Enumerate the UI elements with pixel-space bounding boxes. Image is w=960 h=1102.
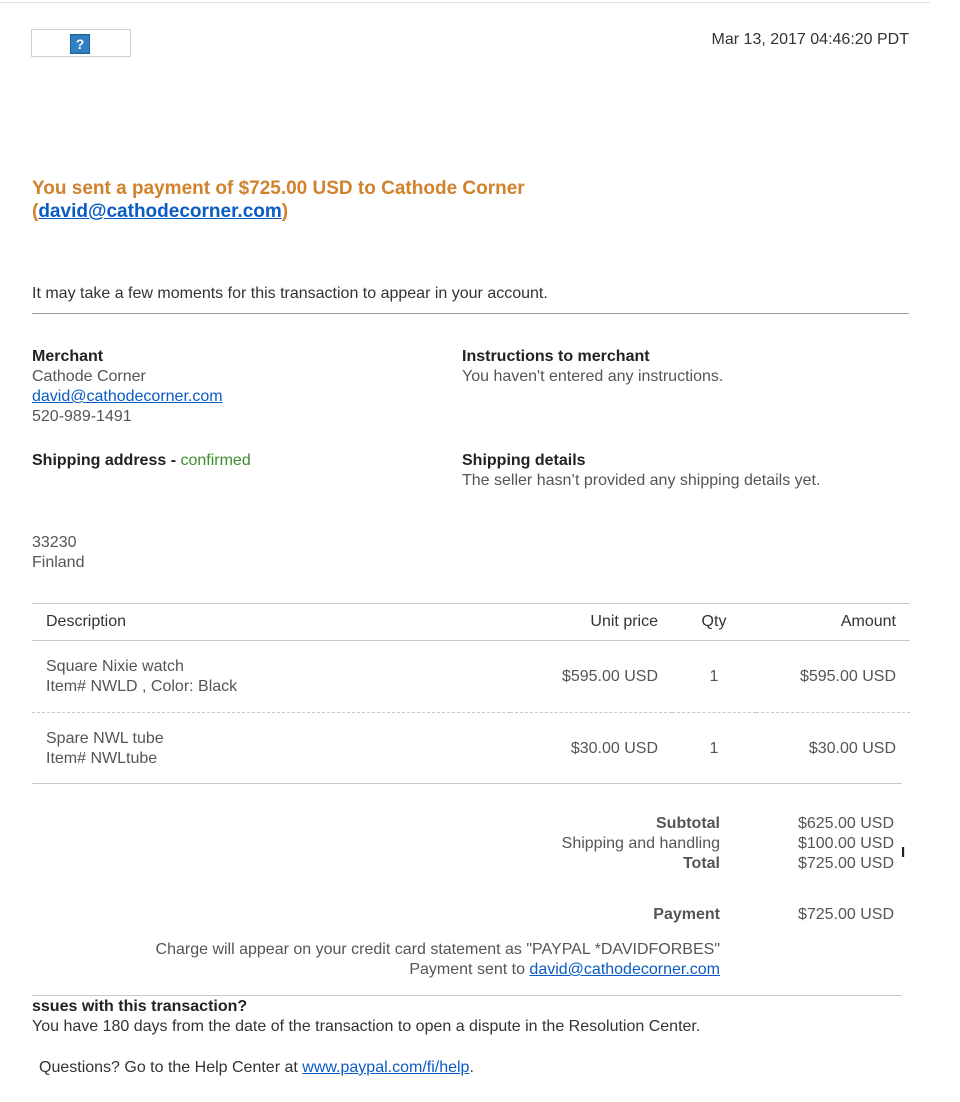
help-line: [39, 1058, 474, 1078]
shipping-address-title: [32, 451, 251, 471]
header-amount: Amount: [756, 604, 910, 641]
transaction-datetime: Mar 13, 2017 04:46:20 PDT: [711, 31, 909, 48]
items-table: [32, 603, 910, 784]
item-amount: $30.00 USD: [808, 739, 896, 757]
top-divider: [0, 2, 930, 3]
shipping-address-status: confirmed: [180, 452, 251, 469]
payment-headline: [32, 177, 732, 223]
item-name: Spare NWL tube: [46, 729, 164, 747]
total-label: Total: [682, 855, 720, 872]
header-description: Description: [32, 604, 510, 641]
headline-text: You sent a payment of $725.00 USD to Cathode Corner: [32, 178, 525, 199]
help-end: .: [469, 1059, 474, 1076]
table-header-row: [32, 604, 910, 641]
shipping-address-section: [32, 451, 251, 471]
merchant-name: Cathode Corner: [32, 368, 146, 385]
charge-statement-note: Charge will appear on your credit card statement as "PAYPAL *DAVIDFORBES": [155, 941, 720, 958]
issues-section: [32, 997, 700, 1037]
shipping-handling-label: Shipping and handling: [561, 835, 720, 852]
payment-sent-line: [156, 960, 720, 980]
payment-sent-label: Payment sent to: [409, 961, 530, 978]
subtotal-value: $625.00 USD: [797, 815, 894, 832]
merchant-section: [32, 347, 223, 427]
help-question-icon: ?: [70, 34, 90, 54]
item-name: Square Nixie watch: [46, 657, 184, 675]
section-divider: [32, 313, 909, 314]
item-unit-price: $30.00 USD: [570, 739, 658, 757]
instructions-section: [462, 347, 723, 387]
item-amount: $595.00 USD: [756, 641, 910, 713]
payment-value: $725.00 USD: [797, 906, 894, 923]
shipping-country: Finland: [32, 554, 85, 571]
instructions-title: Instructions to merchant: [462, 348, 650, 365]
charge-note-block: [156, 940, 720, 980]
shipping-details-text: The seller hasn’t provided any shipping details yet.: [462, 472, 821, 489]
item-qty: 1: [672, 641, 756, 713]
transaction-note: It may take a few moments for this transaction to appear in your account.: [32, 285, 548, 302]
merchant-email-link[interactable]: david@cathodecorner.com: [32, 388, 223, 405]
table-bottom-divider: [32, 783, 902, 784]
shipping-postal-code: 33230: [32, 534, 77, 551]
help-text: Questions? Go to the Help Center at: [39, 1059, 303, 1076]
shipping-details-title: Shipping details: [462, 452, 586, 469]
issues-text: You have 180 days from the date of the transaction to open a dispute in the Resolution Center.: [32, 1018, 701, 1035]
item-qty: 1: [709, 739, 719, 757]
logo-placeholder: [31, 29, 131, 57]
item-description: [32, 713, 510, 785]
merchant-title: Merchant: [32, 348, 104, 365]
totals-values: [798, 814, 894, 874]
shipping-handling-value: $100.00 USD: [797, 835, 894, 852]
total-value: $725.00 USD: [797, 855, 894, 872]
item-description: [32, 641, 510, 713]
item-unit-price: $595.00 USD: [510, 641, 672, 713]
header-qty: Qty: [672, 604, 756, 641]
totals-labels: [562, 814, 720, 874]
headline-open-paren: (: [32, 201, 39, 222]
subtotal-label: Subtotal: [656, 815, 720, 832]
headline-close-paren: ): [281, 201, 289, 222]
help-center-link[interactable]: www.paypal.com/fi/help: [302, 1059, 470, 1076]
table-row: [32, 713, 910, 785]
item-detail: Item# NWLD , Color: Black: [46, 677, 238, 695]
text-cursor-icon: I: [901, 844, 906, 861]
headline-merchant-email-link[interactable]: david@cathodecorner.com: [38, 201, 282, 222]
payment-sent-email-link[interactable]: david@cathodecorner.com: [529, 961, 720, 978]
shipping-details-section: [462, 451, 820, 491]
issues-divider: [32, 995, 902, 996]
shipping-address-lines: [32, 533, 84, 573]
merchant-phone: 520-989-1491: [32, 408, 132, 425]
instructions-text: You haven't entered any instructions.: [462, 368, 724, 385]
header-unit-price: Unit price: [510, 604, 672, 641]
issues-title: ssues with this transaction?: [32, 998, 248, 1015]
payment-label: Payment: [653, 906, 720, 923]
item-detail: Item# NWLtube: [46, 749, 158, 767]
table-row: [32, 641, 910, 713]
shipping-address-label: Shipping address -: [32, 452, 181, 469]
